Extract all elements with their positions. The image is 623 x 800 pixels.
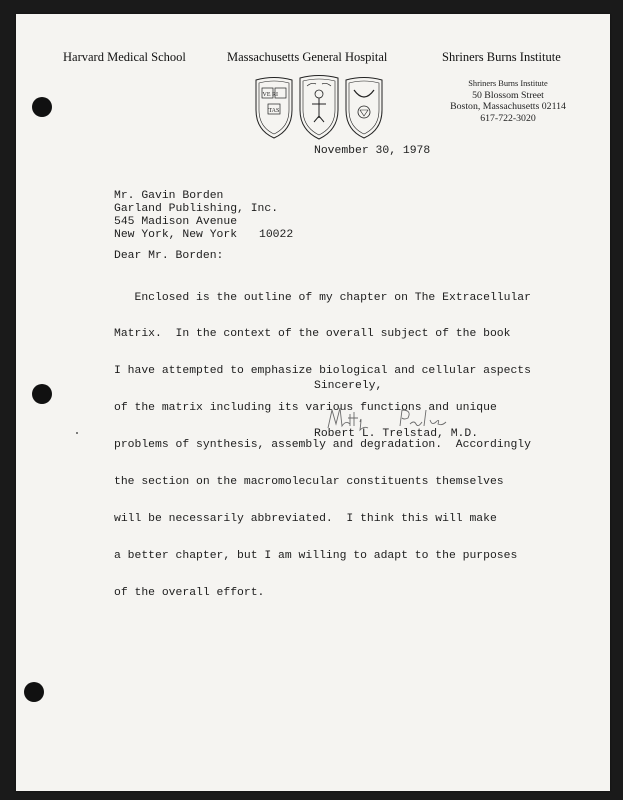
harvard-seal-text-bottom: TAS — [268, 108, 280, 114]
paper-speck — [76, 432, 78, 434]
body-line: of the overall effort. — [114, 586, 265, 599]
shriners-seal — [346, 78, 382, 139]
letter-page — [16, 14, 610, 791]
mgh-seal — [300, 76, 338, 140]
recipient-company: Garland Publishing, Inc. — [114, 203, 279, 215]
institution-harvard: Harvard Medical School — [63, 50, 186, 64]
body-line: of the matrix including its various functions and unique — [114, 402, 497, 415]
body-line: a better chapter, but I am willing to adapt to the purposes — [114, 549, 518, 562]
address-street: 50 Blossom Street — [472, 89, 544, 101]
recipient-city: New York, New York — [114, 229, 238, 241]
recipient-name: Mr. Gavin Borden — [114, 190, 224, 202]
institution-seals-logo — [252, 74, 387, 142]
letter-body — [114, 267, 531, 624]
institution-mgh: Massachusetts General Hospital — [227, 50, 388, 64]
recipient-zip: 10022 — [259, 229, 294, 241]
body-line: Enclosed is the outline of my chapter on The Extracellular — [114, 291, 531, 304]
salutation: Dear Mr. Borden: — [114, 250, 224, 262]
signer-name: Robert L. Trelstad, M.D. — [314, 428, 479, 440]
letterhead-address — [424, 78, 592, 124]
binder-hole-bottom — [24, 682, 44, 702]
address-phone: 617-722-3020 — [480, 112, 536, 124]
address-name: Shriners Burns Institute — [468, 79, 548, 88]
harvard-seal-text-top: VE RI — [262, 92, 278, 98]
letter-date: November 30, 1978 — [314, 145, 431, 157]
binder-hole-middle — [32, 384, 52, 404]
address-city: Boston, Massachusetts 02114 — [450, 101, 566, 112]
recipient-street: 545 Madison Avenue — [114, 216, 238, 228]
binder-hole-top — [32, 97, 52, 117]
institution-shriners: Shriners Burns Institute — [442, 50, 561, 64]
body-line: the section on the macromolecular constituents themselves — [114, 476, 504, 489]
closing: Sincerely, — [314, 380, 383, 392]
body-line: Matrix. In the context of the overall subject of the book — [114, 328, 511, 341]
body-line: will be necessarily abbreviated. I think this will make — [114, 512, 497, 525]
body-line: problems of synthesis, assembly and degradation. Accordingly — [114, 439, 531, 452]
harvard-seal — [256, 78, 292, 139]
body-line: I have attempted to emphasize biological and cellular aspects — [114, 365, 531, 378]
